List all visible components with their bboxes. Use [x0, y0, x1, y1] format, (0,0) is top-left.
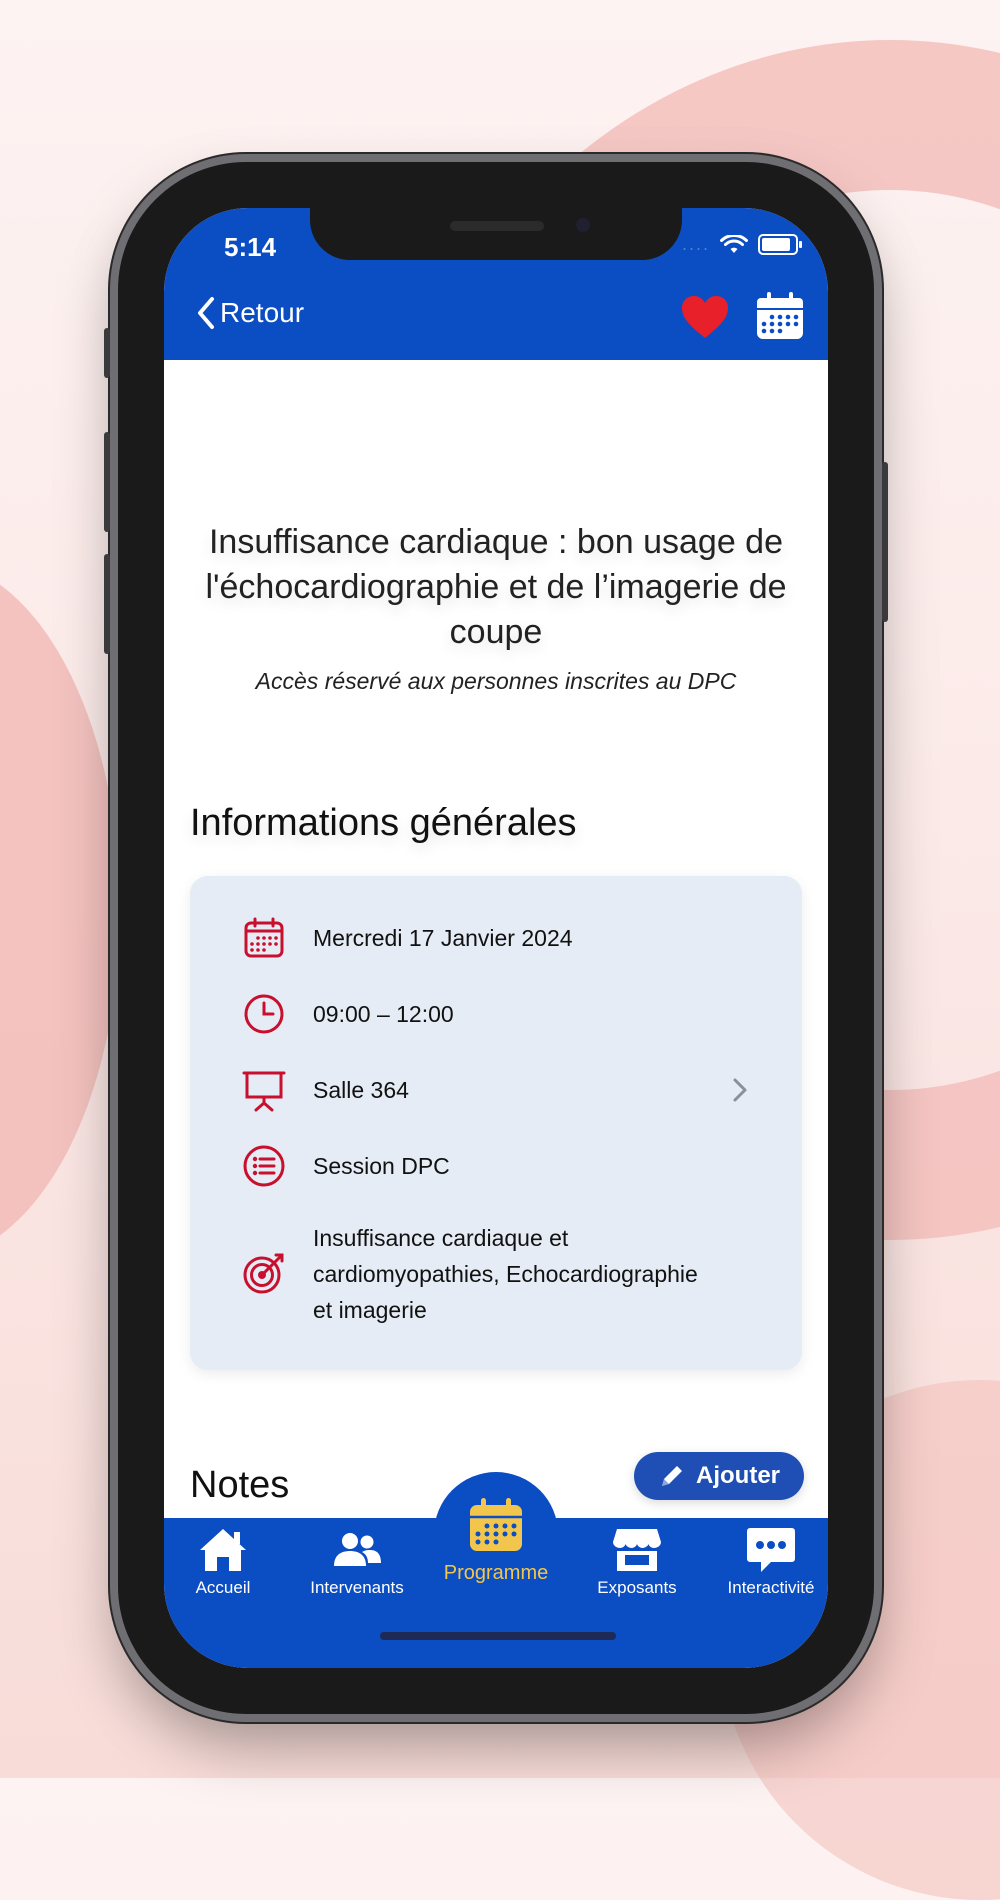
tab-label: Exposants	[597, 1578, 677, 1597]
themes-line: et imagerie	[313, 1297, 427, 1323]
access-note: Accès réservé aux personnes inscrites au DPC	[255, 668, 737, 694]
people-icon	[331, 1526, 383, 1574]
presentation-board-icon	[242, 1068, 286, 1112]
tab-exposants[interactable]	[572, 1526, 702, 1598]
home-indicator[interactable]	[380, 1632, 616, 1640]
chevron-left-icon	[196, 296, 216, 330]
info-row-time	[190, 992, 802, 1036]
tab-label: Intervenants	[310, 1578, 404, 1597]
general-info-card	[190, 876, 802, 1370]
front-camera	[576, 218, 590, 232]
tab-label: Accueil	[195, 1578, 251, 1597]
calendar-add-icon[interactable]	[754, 290, 806, 342]
info-row-themes	[190, 1220, 802, 1330]
notes-heading: Notes	[190, 1464, 290, 1506]
app-screen	[164, 208, 828, 1668]
session-title: Insuffisance cardiaque : bon usage de l'échocardiographie et de l’imagerie de coupe	[205, 523, 787, 651]
session-room: Salle 364	[313, 1077, 409, 1103]
battery-icon	[758, 234, 798, 255]
themes-line: Insuffisance cardiaque et	[313, 1225, 569, 1251]
add-note-button[interactable]	[634, 1452, 804, 1500]
general-info-heading: Informations générales	[190, 802, 577, 844]
calendar-icon	[467, 1496, 525, 1554]
home-icon	[197, 1526, 249, 1574]
back-button[interactable]	[196, 296, 304, 330]
clock-icon	[242, 992, 286, 1036]
notch	[310, 208, 682, 260]
pencil-icon	[658, 1462, 686, 1490]
store-icon	[611, 1526, 663, 1574]
tab-accueil[interactable]	[164, 1526, 288, 1598]
themes-line: cardiomyopathies, Echocardiographie	[313, 1261, 698, 1287]
tab-intervenants[interactable]	[292, 1526, 422, 1598]
back-label: Retour	[220, 297, 305, 328]
wifi-icon	[720, 235, 748, 255]
volume-up-button	[104, 432, 110, 532]
info-row-type	[190, 1144, 802, 1188]
background-shape	[0, 560, 120, 1260]
chat-icon	[745, 1526, 797, 1574]
heart-icon[interactable]	[680, 294, 730, 340]
status-indicators	[682, 234, 798, 255]
phone-frame	[118, 162, 874, 1714]
speaker	[450, 221, 544, 231]
status-time: 5:14	[224, 232, 277, 262]
tab-label: Interactivité	[727, 1578, 815, 1597]
tab-programme[interactable]	[431, 1496, 561, 1585]
calendar-icon	[242, 916, 286, 960]
info-row-room[interactable]	[190, 1068, 802, 1112]
session-type: Session DPC	[313, 1153, 450, 1179]
power-button	[882, 462, 888, 622]
signal-icon: ....	[681, 234, 710, 254]
session-detail-content	[164, 360, 828, 1518]
volume-down-button	[104, 554, 110, 654]
tab-label: Programme	[443, 1562, 549, 1584]
list-icon	[242, 1144, 286, 1188]
target-icon	[242, 1251, 286, 1295]
silent-switch	[104, 328, 110, 378]
tab-interactivite[interactable]	[706, 1526, 828, 1598]
session-time: 09:00 – 12:00	[313, 1001, 454, 1027]
info-row-date	[190, 916, 802, 960]
session-date: Mercredi 17 Janvier 2024	[313, 925, 573, 951]
chevron-right-icon	[732, 1077, 748, 1103]
session-themes	[313, 1220, 698, 1328]
add-note-label: Ajouter	[696, 1462, 780, 1489]
